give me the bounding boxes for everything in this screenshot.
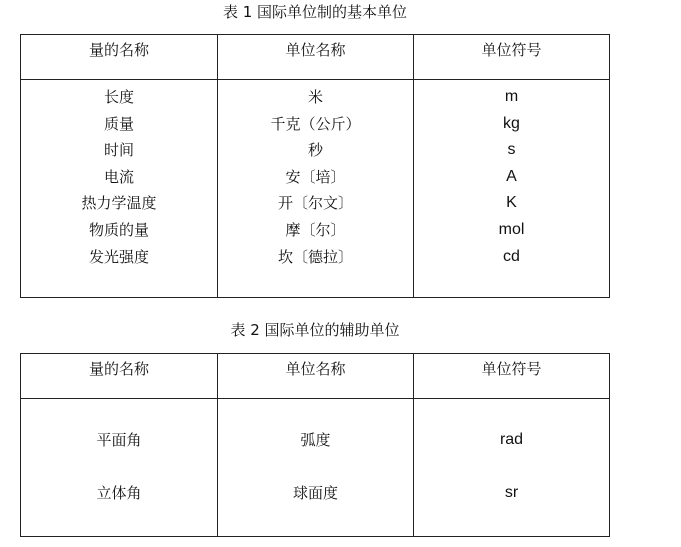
table2-header-unit-symbol: 单位符号 [413,354,609,398]
table-row-unit-name: 安〔培〕 [285,167,346,186]
table-row-quantity: 电流 [103,167,134,186]
table2-header-quantity: 量的名称 [88,360,149,378]
table-row-unit-symbol: mol [498,220,525,238]
table-row-unit-symbol: rad [499,431,524,448]
supplementary-units-table [20,353,610,537]
table-row-unit-name: 开〔尔文〕 [277,194,353,213]
table-row-unit-symbol: kg [503,114,520,132]
table1-header-quantity: 量的名称 [88,41,149,59]
table-row-quantity: 物质的量 [88,220,149,239]
table-row-unit-name: 球面度 [292,484,338,502]
table-row-unit-name: 米 [307,88,323,106]
table-row-unit-symbol: A [506,167,517,185]
table2-unit-name-column [217,399,413,536]
table1-header-row [21,35,609,80]
table-row-unit-name: 摩〔尔〕 [285,220,346,239]
table-row-quantity: 立体角 [96,484,142,502]
table-row-quantity: 长度 [103,88,134,106]
table2-unit-symbol-column [413,399,609,536]
table-row-unit-name: 弧度 [300,431,331,449]
table2-body [21,399,609,536]
base-units-table [20,34,610,298]
table1-unit-symbol-column [413,80,609,297]
table2-header-unit-name: 单位名称 [217,354,413,398]
table2-caption: 表 2 国际单位的辅助单位 [230,321,400,339]
table-row-unit-symbol: sr [504,484,519,501]
table-row-unit-symbol: m [504,88,519,105]
table-row-quantity: 平面角 [96,431,142,449]
table2-header-row [21,354,609,399]
table1-quantity-column [21,80,217,297]
table-row-unit-name: 千克（公斤） [270,114,361,133]
table-row-quantity: 时间 [103,141,134,160]
table1-unit-name-column [217,80,413,297]
table-row-quantity: 质量 [103,114,134,133]
table-row-unit-name: 坎〔德拉〕 [277,247,353,266]
table1-header-unit-symbol: 单位符号 [413,35,609,79]
table-row-unit-name: 秒 [307,141,323,160]
table1-body [21,80,609,297]
table-row-unit-symbol: K [506,194,517,212]
table-row-unit-symbol: cd [503,247,520,265]
table1-header-unit-name: 单位名称 [217,35,413,79]
table-row-unit-symbol: s [507,141,516,159]
table1-caption: 表 1 国际单位制的基本单位 [222,3,408,21]
table2-quantity-column [21,399,217,536]
table-row-quantity: 热力学温度 [81,194,157,213]
table-row-quantity: 发光强度 [88,247,149,266]
